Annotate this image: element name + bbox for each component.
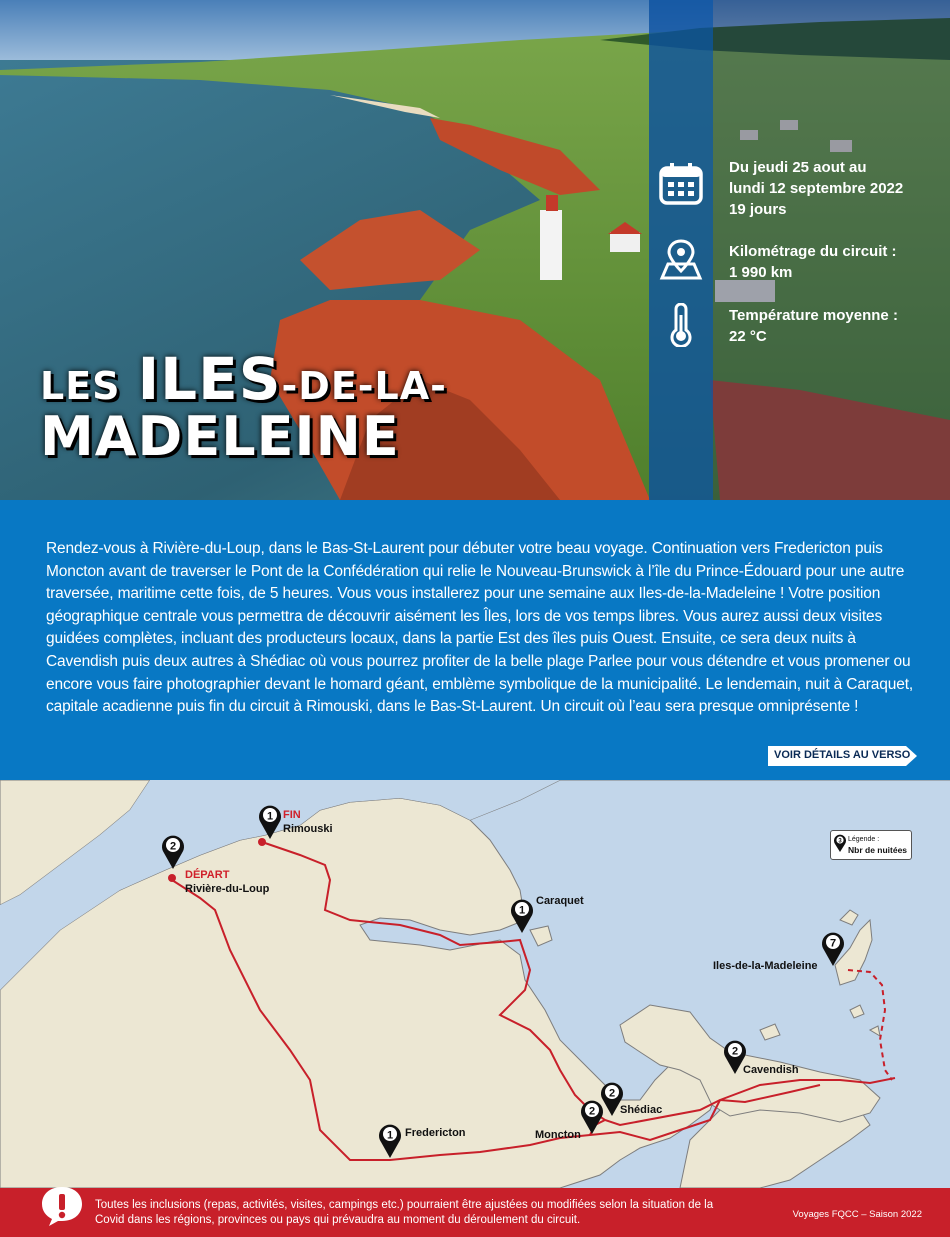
days-count: 19 jours <box>729 201 787 218</box>
marker-caraquet-count: 1 <box>518 904 526 917</box>
label-depart: DÉPART <box>185 869 230 881</box>
warning-bubble-icon <box>38 1184 86 1228</box>
title-les: LES <box>40 364 121 408</box>
marker-iles-de-la-madeleine[interactable] <box>818 928 848 968</box>
label-iles-de-la-madeleine: Iles-de-la-Madeleine <box>713 960 818 972</box>
legend-value: Nbr de nuitées <box>848 845 908 855</box>
legend-marker-icon <box>833 833 847 853</box>
temperature-value: 22 °C <box>729 328 767 345</box>
temperature-info <box>729 305 898 347</box>
dates-line-2: lundi 12 septembre 2022 <box>729 180 904 197</box>
page-title <box>40 345 447 468</box>
mileage-label: Kilométrage du circuit : <box>729 243 897 260</box>
marker-fredericton[interactable] <box>375 1120 405 1160</box>
thermometer-icon <box>658 303 704 347</box>
marker-moncton[interactable] <box>577 1096 607 1136</box>
marker-fredericton-count: 1 <box>386 1129 394 1142</box>
map-pin-icon <box>658 238 704 280</box>
voir-details-button[interactable] <box>768 746 918 766</box>
dates-line-1: Du jeudi 25 aout au <box>729 159 867 176</box>
label-rimouski: Rimouski <box>283 823 333 835</box>
label-fin: FIN <box>283 809 301 821</box>
marker-riviere-du-loup-count: 2 <box>169 840 177 853</box>
marker-shediac-count: 2 <box>608 1087 616 1100</box>
route-map <box>0 780 950 1188</box>
marker-iles-count: 7 <box>829 937 837 950</box>
title-de-la: -DE-LA- <box>281 364 447 408</box>
footer-credit: Voyages FQCC – Saison 2022 <box>792 1209 922 1220</box>
voir-details-label: VOIR DÉTAILS AU VERSO <box>774 749 911 761</box>
label-caraquet: Caraquet <box>536 895 584 907</box>
label-riviere-du-loup: Rivière-du-Loup <box>185 883 270 895</box>
intro-text: Rendez-vous à Rivière-du-Loup, dans le Bas-St-Laurent pour débuter votre beau voyage. Continuation vers Fredericton puis Moncton avant de traverser le Pont de la Confédération qui relie le Nouveau-Brunswick à l’île du Prince-Édouard pour une autre traversée, maritime cette fois, de 5 heures. Vous vous installerez pour une semaine aux Iles-de-la-Madeleine ! Votre position géographique centrale vous permettra de découvrir aisément les Îles, lors de vos temps libres. Vous aurez aussi deux visites guidées complètes, incluant des producteurs locaux, dans la partie Est des îles puis Ouest. Ensuite, ce sera deux nuits à Cavendish puis deux autres à Shédiac où vous pourrez profiter de la belle plage Parlee pour vous détendre et vous promener ou encore vous faire photographier devant le homard géant, emblème symbolique de la municipalité. Le lendemain, nuit à Caraquet, capitale acadienne puis fin du circuit à Rimouski, dans le Bas-St-Laurent. Un circuit où l’eau sera presque omniprésente ! <box>46 540 914 716</box>
mileage-info <box>729 241 897 283</box>
covid-notice: Toutes les inclusions (repas, activités, visites, campings etc.) pourraient être ajustées ou modifiées selon la situation de la Covid dans les régions, provinces ou pays qui prévaudra au moment du déroulement du circuit. <box>95 1199 714 1226</box>
map-legend <box>830 830 912 860</box>
label-fredericton: Fredericton <box>405 1127 466 1139</box>
marker-caraquet[interactable] <box>507 895 537 935</box>
legend-marker-number: 3 <box>838 838 842 845</box>
title-madeleine: MADELEINE <box>40 405 400 468</box>
calendar-icon <box>658 162 704 206</box>
marker-moncton-count: 2 <box>588 1105 596 1118</box>
title-iles: ILES <box>137 345 282 413</box>
label-shediac: Shédiac <box>620 1104 663 1116</box>
marker-riviere-du-loup[interactable] <box>158 831 188 871</box>
dates-info <box>729 157 903 220</box>
marker-cavendish-count: 2 <box>731 1045 739 1058</box>
label-cavendish: Cavendish <box>743 1064 799 1076</box>
label-moncton: Moncton <box>535 1129 581 1141</box>
map-drawing <box>0 780 950 1188</box>
temperature-label: Température moyenne : <box>729 307 898 324</box>
marker-rimouski-count: 1 <box>266 810 274 823</box>
marker-rimouski[interactable] <box>255 801 285 841</box>
legend-title: Légende : <box>848 836 880 843</box>
mileage-value: 1 990 km <box>729 264 793 281</box>
